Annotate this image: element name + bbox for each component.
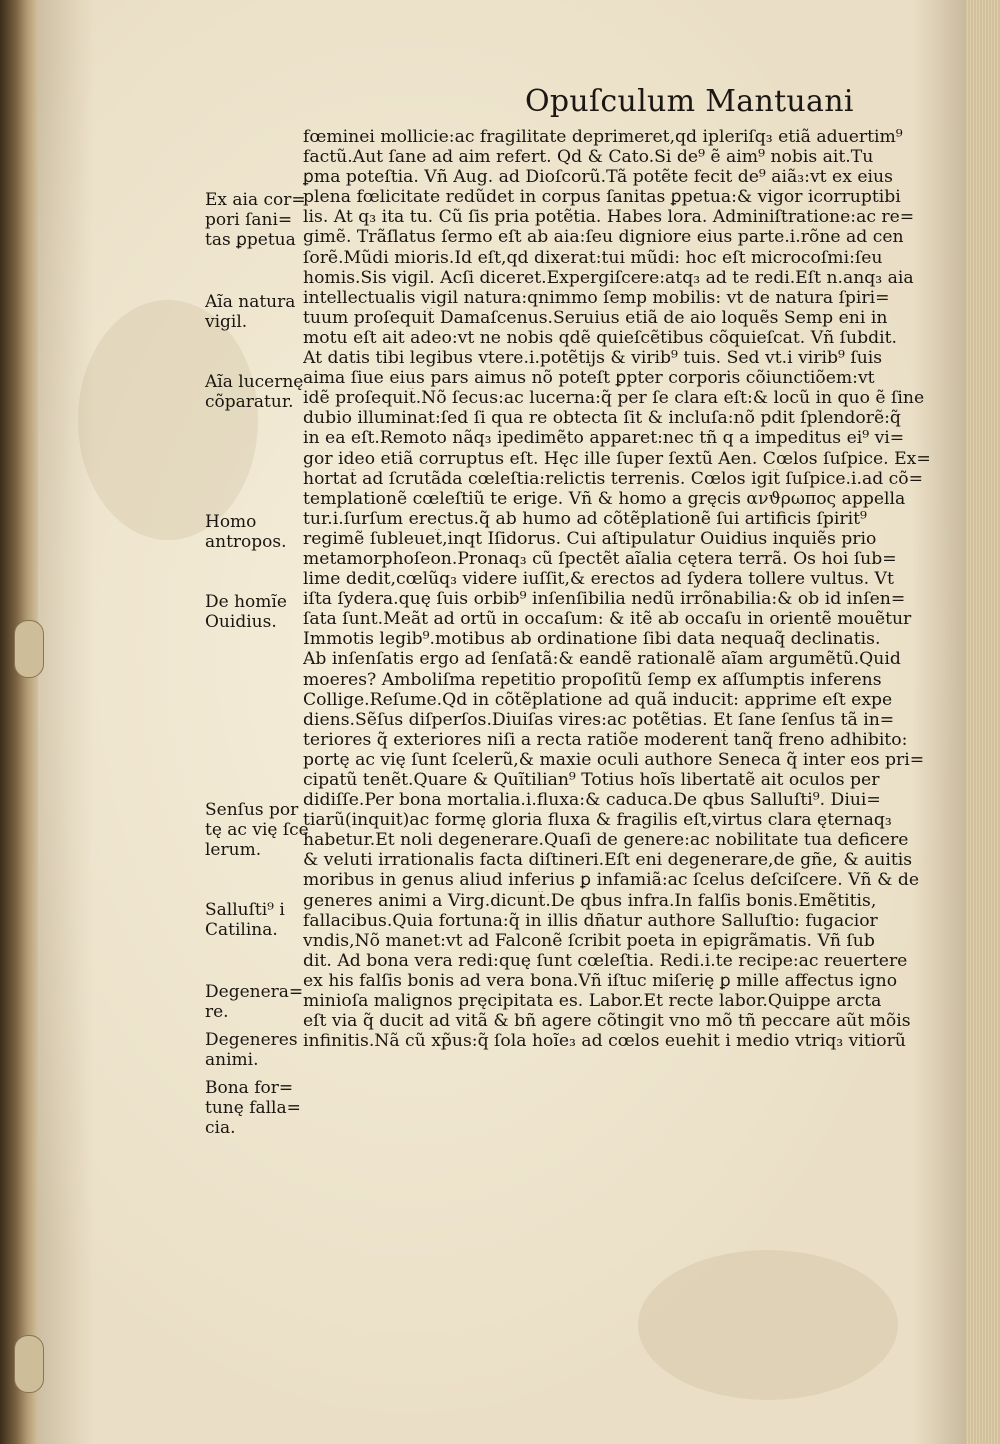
- margin-note-line: vigil.: [205, 312, 248, 332]
- text-line: iſta ſydera.quę ſuis orbib⁹ inſenſibilia nedũ irrõnabilia:& ob id inſen=: [303, 589, 906, 610]
- text-line: metamorphoſeon.Pronaq₃ cũ ſpectẽt aĩalia cętera terrã. Os hoi ſub=: [303, 548, 897, 569]
- margin-note: [205, 292, 315, 332]
- paper-stain: [78, 300, 258, 540]
- text-line: moribus in genus aliud inferius ꝑ infamiã:ac ſcelus deſciſcere. Vñ & de: [303, 870, 920, 891]
- margin-note-line: Aĩa natura: [205, 292, 296, 312]
- margin-note-line: Ex aia cor=: [205, 190, 306, 210]
- text-line: motu eſt ait adeo:vt ne nobis qdẽ quieſcẽtibus cõquieſcat. Vñ ſubdit.: [303, 327, 897, 348]
- margin-note-line: animi.: [205, 1050, 259, 1070]
- text-line: idẽ proſequit̃.Nõ ſecus:ac lucerna:q̃ per ſe clara eſt:& locũ in quo ẽ ſine: [303, 388, 925, 409]
- text-line: ſata ſunt.Meãt ad ortũ in occaſum: & itẽ ab occaſu in orientẽ mouẽtur: [303, 609, 912, 630]
- text-line: At datis tibi legibus vtere.i.potẽtijs & virib⁹ tuis. Sed vt.i virib⁹ ſuis: [303, 348, 883, 369]
- text-line: vndis,Nõ manet:vt ad Falconẽ ſcribit poeta in epigrãmatis. Vñ ſub: [303, 930, 875, 951]
- text-line: dit. Ad bona vera redi:quę ſunt cœleſtia. Redi.i.te recipe:ac reuertere: [303, 950, 908, 971]
- margin-note-line: antropos.: [205, 532, 287, 552]
- margin-note: [205, 800, 315, 860]
- text-line: Immotis legib⁹.motibus ab ordinatione ſibi data nequaq̃ declinatis.: [303, 629, 881, 650]
- margin-note-line: Degenera=: [205, 982, 304, 1002]
- text-line: Collige.Reſume.Qd in cõtẽplatione ad quã inducit: apprime eſt expe: [303, 689, 893, 710]
- book-right-edge: [966, 0, 1000, 1444]
- margin-note-line: lerum.: [205, 840, 262, 860]
- binding-hole: [14, 620, 44, 678]
- margin-note: [205, 592, 315, 632]
- margin-note-line: Aĩa lucernę: [205, 372, 304, 392]
- margin-note: [205, 982, 315, 1022]
- book-left-edge: [0, 0, 40, 1444]
- margin-note: [205, 1078, 315, 1138]
- margin-note-line: pori ſani=: [205, 210, 293, 230]
- margin-note-line: Catilina.: [205, 920, 278, 940]
- text-line: dubio illuminat:ſed ſi qua re obtecta ſit & incluſa:nõ pdit ſplendorẽ:q̃: [303, 408, 901, 429]
- text-line: fœminei mollicie:ac fragilitate deprimeret,qd ipleriſq₃ etiã aduertim⁹: [303, 127, 903, 147]
- text-line: cipatũ tenẽt.Quare & Quĩtilian⁹ Totius hoĩs libertatẽ ait oculos per: [303, 770, 880, 790]
- paper-stain: [638, 1250, 898, 1400]
- binding-hole: [14, 1335, 44, 1393]
- margin-note: [205, 372, 315, 412]
- margin-note-line: Degeneres: [205, 1030, 298, 1050]
- margin-note-line: Ouidius.: [205, 612, 277, 632]
- margin-note: [205, 190, 315, 250]
- margin-note-line: tas ꝑpetua: [205, 230, 296, 250]
- margin-note-line: Homo: [205, 512, 257, 532]
- margin-note-line: cia.: [205, 1118, 236, 1138]
- margin-note-line: Senſus por: [205, 800, 299, 820]
- text-line: teriores q̃ exteriores niſi a recta ratiõe moderent̃ tanq̃ freno adhibito:: [303, 729, 908, 750]
- margin-note-line: cõparatur.: [205, 392, 294, 412]
- text-line: factũ.Aut ſane ad aim refert. Qd & Cato.Si de⁹ ẽ aim⁹ nobis ait.Tu: [303, 147, 874, 168]
- text-line: in ea eſt.Remoto nãq₃ ipedimẽto apparet:nec tñ q a impeditus ei⁹ vi=: [303, 428, 905, 449]
- text-line: hortat̃ ad ſcrutãda cœleſtia:relictis terrenis. Cœlos igit̃ ſuſpice.i.ad cõ=: [303, 468, 924, 489]
- text-line: infinitis.Nã cũ xp̃us:q̃ ſola hoĩe₃ ad cœlos euehit i medio vtriq₃ vitiorũ: [303, 1031, 906, 1052]
- text-line: plena fœlicitate redũdet in corpus ſanitas ꝑpetua:& vigor icorruptibi: [303, 187, 901, 208]
- text-line: aima ſiue eius pars aimus nõ poteſt ꝑpter corporis cõiunctiõem:vt: [303, 368, 875, 389]
- margin-note-line: Salluſti⁹ i: [205, 900, 285, 920]
- text-line: tuum proſequit̃ Damaſcenus.Seruius etiã de aio loquẽs Semp eni in: [303, 307, 888, 328]
- text-line: didiſſe.Per bona mortalia.i.fluxa:& caduca.De qbus Salluſti⁹. Diui=: [303, 790, 881, 811]
- text-line: lis. At q₃ ita tu. Cũ ſis pria potẽtia. Habes lora. Adminiſtratione:ac re=: [303, 207, 915, 228]
- text-line: ſorẽ.Mũdi mioris.Id eſt,qd dixerat:tui mũdi: hoc eſt microcoſmi:ſeu: [303, 247, 883, 268]
- text-line: tur.i.ſurſum erectus.q̃ ab humo ad cõtẽplationẽ ſui artificis ſpirit⁹: [303, 508, 867, 529]
- text-line: ꝑma poteſtia. Vñ Aug. ad Dioſcorũ.Tã potẽte fecit de⁹ aiã₃:vt ex eius: [303, 167, 893, 188]
- margin-note-line: re.: [205, 1002, 229, 1022]
- text-line: moeres? Amboliſma repetitio propoſitũ ſemp ex aſſumptis inferens: [303, 669, 882, 690]
- text-line: Ab inſenſatis ergo ad ſenſatã:& eandẽ rationalẽ aĩam argumẽtũ.Quid: [303, 649, 901, 670]
- margin-note-line: tunę falla=: [205, 1098, 301, 1118]
- commentary-text: [303, 127, 943, 1051]
- text-line: diens.Sẽſus diſperſos.Diuiſas vires:ac potẽtias. Et ſane ſenſus tã in=: [303, 709, 895, 730]
- text-line: & veluti irrationalis facta diſtineri.Eſt eni degenerare,de gñe, & auitis: [303, 850, 913, 871]
- text-line: intellectualis vigil natura:qnimmo ſemp mobilis: vt de natura ſpiri=: [303, 287, 890, 308]
- margin-note-line: tę ac vię ſce: [205, 820, 309, 840]
- text-line: fallacibus.Quia fortuna:q̃ in illis dñatur authore Salluſtio: fugacior: [303, 910, 878, 931]
- margin-note-line: Bona for=: [205, 1078, 294, 1098]
- text-line: regimẽ ſubleuet̃,inqt Iſidorus. Cui aſtipulatur Ouidius inquiẽs prio: [303, 528, 877, 549]
- text-line: tiarũ(inquit)ac formę gloria fluxa & fragilis eſt,virtus clara ęternaq₃: [303, 810, 892, 831]
- text-line: homis.Sis vigil. Acſi diceret.Expergiſcere:atq₃ ad te redi.Eſt n.anq₃ aia: [303, 267, 914, 288]
- text-line: ex his falſis bonis ad vera bona.Vñ iſtuc miſerię ꝑ mille affectus igno: [303, 970, 898, 991]
- text-line: lime dedit,cœlũq₃ videre iuſſit,& erectos ad ſydera tollere vultus. Vt: [303, 569, 894, 590]
- text-line: eſt via q̃ ducit ad vitã & bñ agere cõtingit vno mõ tñ peccare aũt mõis: [303, 1011, 911, 1032]
- text-line: gor ideo etiã corruptus eſt. Hęc ille ſuper ſextũ Aen. Cœlos ſuſpice. Ex=: [303, 448, 931, 469]
- text-line: habetur.Et noli degenerare.Quaſi de genere:ac nobilitate tua deficere: [303, 830, 909, 851]
- text-line: templationẽ cœleſtiũ te erige. Vñ & homo a gręcis ανϑρωπος appella: [303, 488, 906, 509]
- text-line: portę ac vię ſunt ſcelerũ,& maxie oculi authore Seneca q̃ inter eos pri=: [303, 749, 925, 770]
- text-line: generes animi a Virg.dicunt̃.De qbus infra.In falſis bonis.Emẽtitis,: [303, 890, 877, 911]
- margin-note: [205, 900, 315, 940]
- text-line: minioſa malignos pręcipitata es. Labor.Et recte labor.Quippe arcta: [303, 991, 882, 1012]
- text-line: gimẽ. Trãſlatus ſermo eſt ab aia:ſeu digniore eius parte.i.rõne ad cen: [303, 227, 904, 248]
- margin-note-line: De homĩe: [205, 592, 287, 612]
- running-header: Opuſculum Mantuani: [525, 84, 854, 119]
- margin-note: [205, 1030, 315, 1070]
- margin-note: [205, 512, 315, 552]
